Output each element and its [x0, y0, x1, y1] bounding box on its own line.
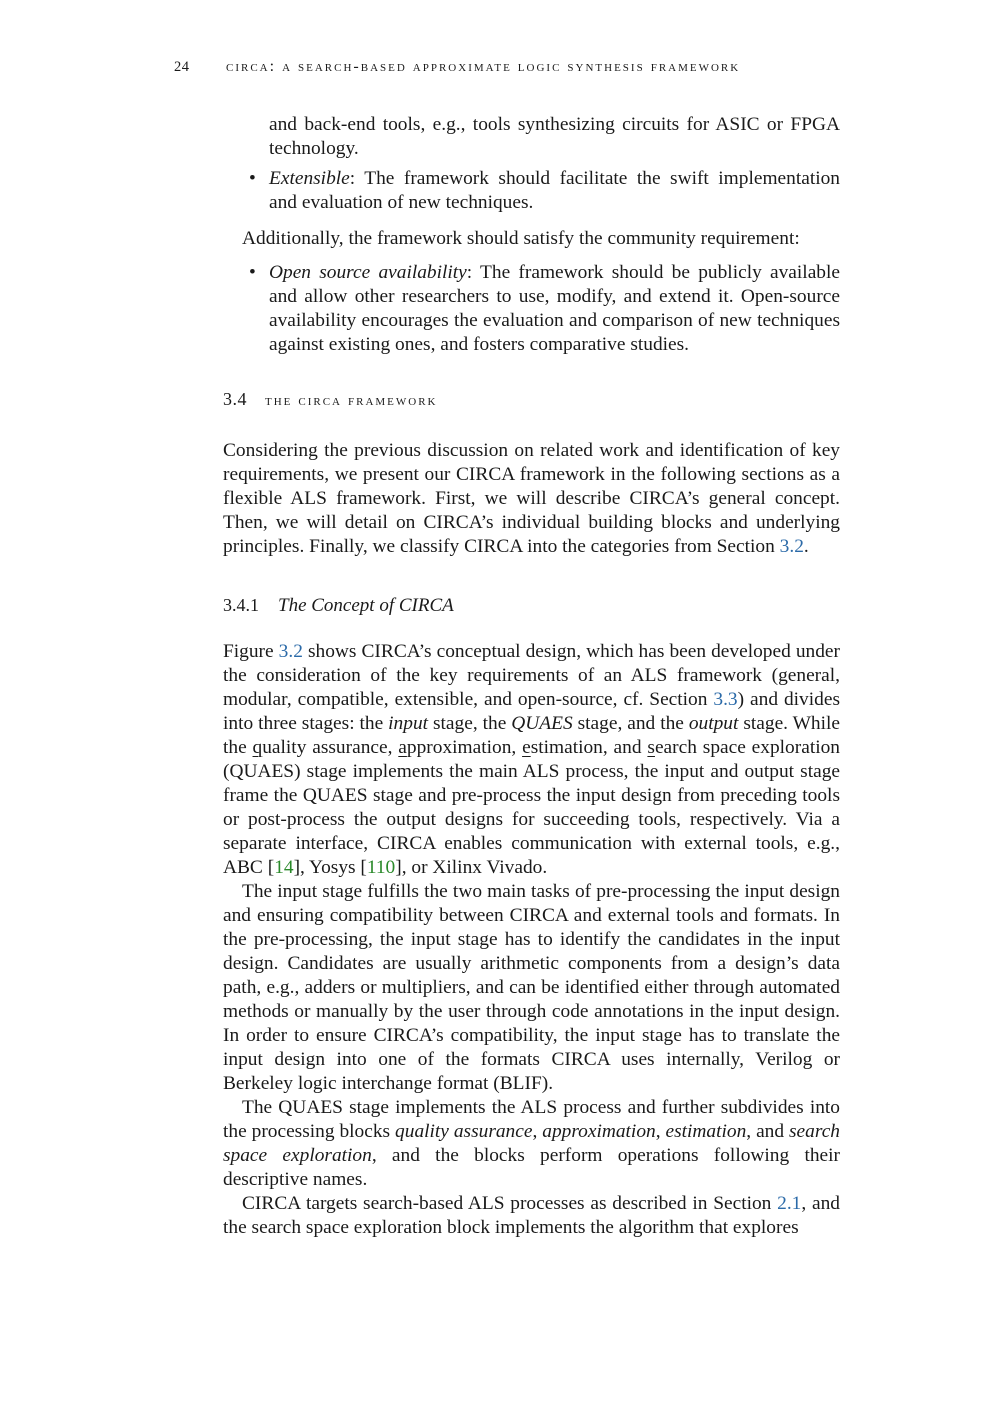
section-ref-link[interactable]: 3.3 — [713, 689, 738, 710]
bullet-icon: • — [249, 262, 256, 283]
running-header — [174, 58, 840, 76]
paragraph-input-stage: The input stage fulfills the two main tasks of pre-processing the input design and ensuring compatibility between CIRCA and external tools and formats. In the pre-processing, the input stage has to identify the candidates in the input design. Candidates are usually arithmetic components from a design’s data path, e.g., adders or multipliers, and can be identified either through automated methods or manually by the user through code annotations in the input design. In order to ensure CIRCA’s compatibility, the input stage has to translate the input design into one of the formats CIRCA uses internally, Verilog or Berkeley logic interchange format (BLIF). — [223, 881, 840, 1094]
paragraph-search-based: CIRCA targets search-based ALS processes as described in Section 2.1, and the search space exploration block implements the algorithm that explores — [223, 1193, 840, 1238]
extensible-text: : The framework should facilitate the swift implementation and evaluation of new techniques. — [269, 168, 840, 213]
body-text — [223, 113, 840, 1240]
citation-link[interactable]: 14 — [274, 857, 294, 878]
term-open-source: Open source availability — [269, 262, 467, 283]
subsection-number: 3.4.1 — [223, 595, 259, 615]
figure-ref-link[interactable]: 3.2 — [278, 641, 303, 662]
section-ref-link[interactable]: 3.2 — [779, 536, 804, 557]
paragraph-quaes-stage: The QUAES stage implements the ALS process and further subdivides into the processing blocks quality assurance, approximation, estimation, and search space exploration, and the blocks perform operations following their descriptive names. — [223, 1097, 840, 1190]
list-item-open-source — [249, 261, 840, 357]
chapter-title: circa: a search-based approximate logic synthesis framework — [226, 58, 741, 75]
requirements-list — [223, 167, 840, 215]
section-title: the circa framework — [265, 392, 438, 409]
section-heading — [223, 387, 840, 413]
additionally-sentence: Additionally, the framework should satisfy the community requirement: — [242, 228, 800, 249]
community-requirements-list — [223, 261, 840, 357]
subsection-heading — [223, 593, 840, 618]
page-number: 24 — [174, 59, 190, 75]
citation-link[interactable]: 110 — [366, 857, 396, 878]
section-number: 3.4 — [223, 389, 247, 409]
list-item-continuation: and back-end tools, e.g., tools synthesizing circuits for ASIC or FPGA technology. — [269, 114, 840, 159]
bullet-icon: • — [249, 168, 256, 189]
paragraph-concept: Figure 3.2 shows CIRCA’s conceptual design, which has been developed under the consideration of the key requirements of an ALS framework (general, modular, compatible, extensible, and open-source, cf. Section 3.3) and divides into three stages: the input stage, the QUAES stage, and the output stage. While the quality assurance, approximation, estimation, and search space exploration (QUAES) stage implements the main ALS process, the input and output stage frame the QUAES stage and pre-process the input design from preceding tools or post-process the output designs for succeeding tools, respectively. Via a separate interface, CIRCA enables communication with external tools, e.g., ABC [14], Yosys [110], or Xilinx Vivado. — [223, 641, 840, 878]
list-item-extensible — [249, 167, 840, 215]
subsection-title: The Concept of CIRCA — [278, 595, 454, 616]
term-extensible: Extensible — [269, 168, 350, 189]
section-intro-paragraph: Considering the previous discussion on related work and identification of key requirements, we present our CIRCA framework in the following sections as a flexible ALS framework. First, we will describe CIRCA’s general concept. Then, we will detail on CIRCA’s individual building blocks and underlying principles. Finally, we classify CIRCA into the categories from Section 3.2. — [223, 440, 840, 557]
section-ref-link[interactable]: 2.1 — [777, 1193, 802, 1214]
open-source-text: : The framework should be publicly available and allow other researchers to use, modify, and extend it. Open-source availability encourages the evaluation and comparison of new techniques against existing ones, and fosters comparative studies. — [269, 262, 840, 355]
